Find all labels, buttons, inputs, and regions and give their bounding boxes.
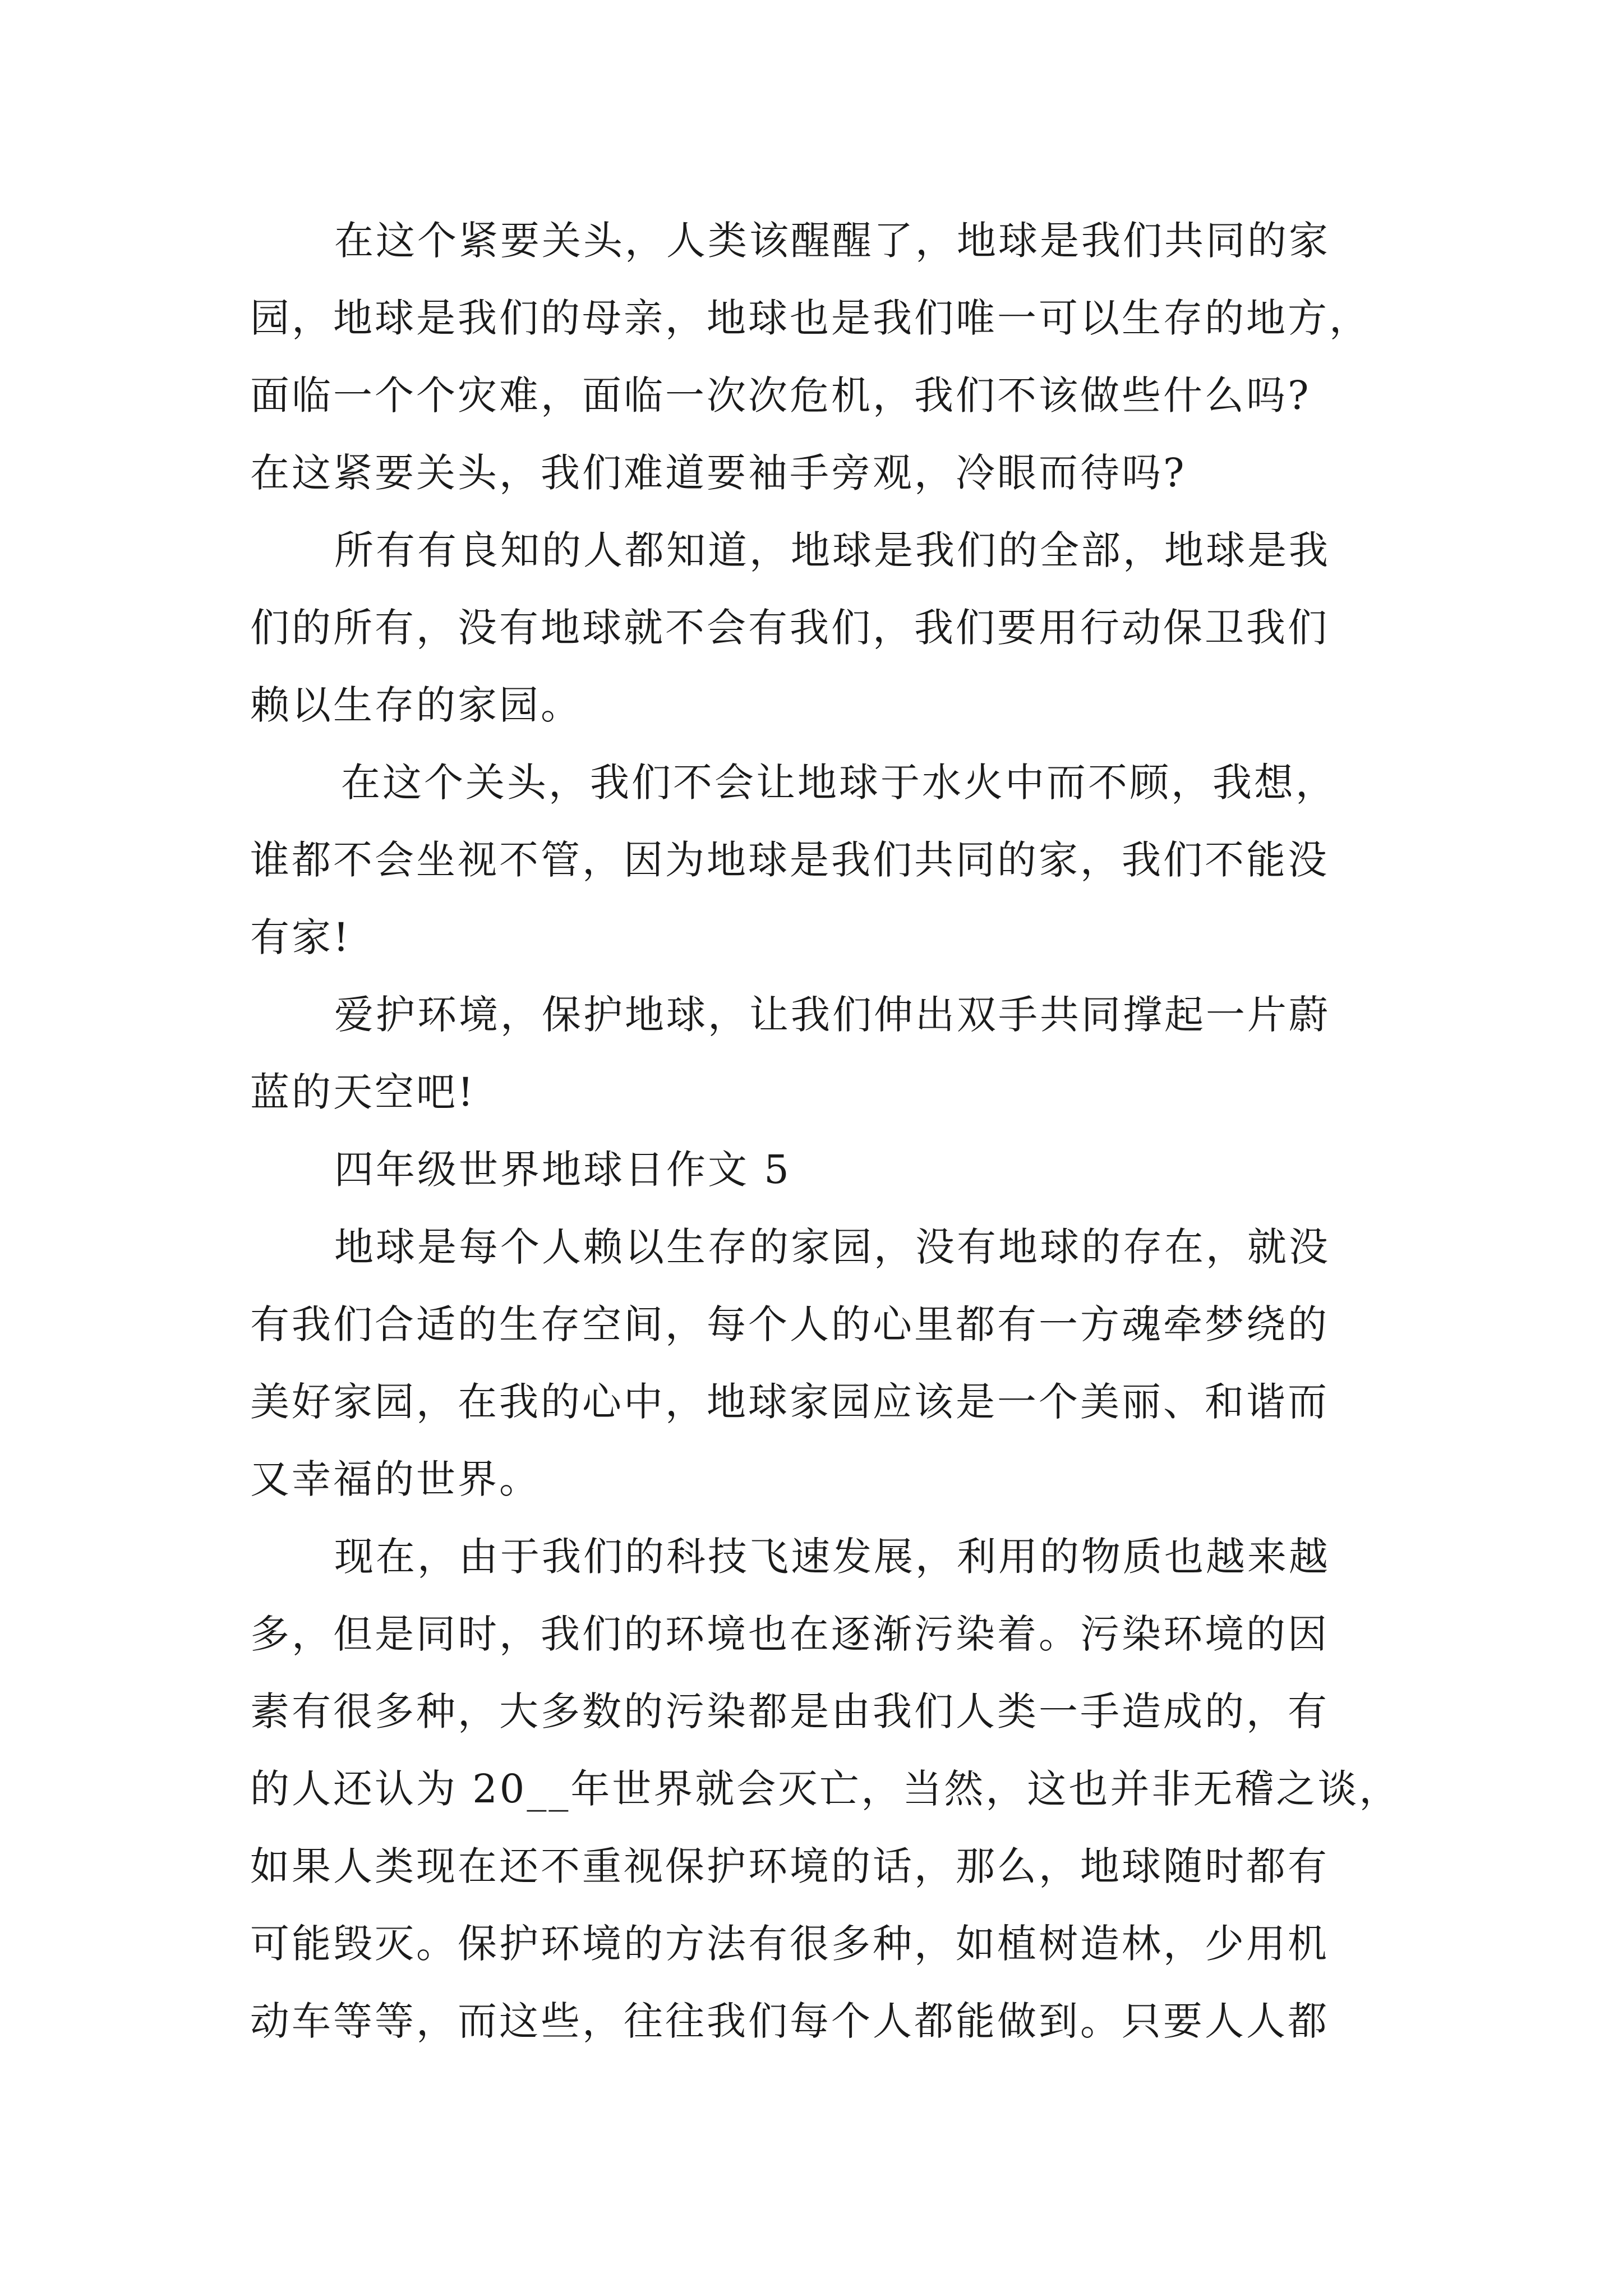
text-line: 在这紧要关头，我们难道要袖手旁观，冷眼而待吗? — [250, 450, 1187, 496]
text-line: 面临一个个灾难，面临一次次危机，我们不该做些什么吗? — [250, 372, 1311, 418]
text-line: 美好家园，在我的心中，地球家园应该是一个美丽、和谐而 — [250, 1379, 1329, 1425]
text-line: 有家! — [250, 914, 352, 960]
text-line: 素有很多种，大多数的污染都是由我们人类一手造成的，有 — [250, 1688, 1329, 1734]
text-line: 谁都不会坐视不管，因为地球是我们共同的家，我们不能没 — [250, 837, 1329, 883]
text-line: 又幸福的世界。 — [250, 1456, 541, 1502]
section-heading: 四年级世界地球日作文 5 — [334, 1147, 791, 1193]
text-line: 所有有良知的人都知道，地球是我们的全部，地球是我 — [334, 527, 1330, 573]
text-line: 的人还认为 20__年世界就会灭亡，当然，这也并非无稽之谈， — [250, 1766, 1401, 1812]
text-line: 如果人类现在还不重视保护环境的话，那么，地球随时都有 — [250, 1843, 1329, 1889]
text-line: 在这个紧要关头，人类该醒醒了，地球是我们共同的家 — [334, 218, 1330, 264]
text-line: 动车等等，而这些，往往我们每个人都能做到。只要人人都 — [250, 1998, 1329, 2044]
text-line: 有我们合适的生存空间，每个人的心里都有一方魂牵梦绕的 — [250, 1301, 1329, 1347]
text-line: 可能毁灭。保护环境的方法有很多种，如植树造林，少用机 — [250, 1921, 1329, 1967]
text-line: 多，但是同时，我们的环境也在逐渐污染着。污染环境的因 — [250, 1611, 1329, 1657]
document-body — [250, 202, 1401, 2060]
text-line: 现在，由于我们的科技飞速发展，利用的物质也越来越 — [334, 1534, 1330, 1580]
text-line: 地球是每个人赖以生存的家园，没有地球的存在，就没 — [334, 1224, 1330, 1270]
text-line: 在这个关头，我们不会让地球于水火中而不顾，我想， — [341, 760, 1337, 806]
text-line: 园，地球是我们的母亲，地球也是我们唯一可以生存的地方， — [250, 295, 1371, 341]
text-line: 赖以生存的家园。 — [250, 682, 582, 728]
text-line: 蓝的天空吧! — [250, 1069, 476, 1115]
text-line: 们的所有，没有地球就不会有我们，我们要用行动保卫我们 — [250, 605, 1329, 651]
text-line: 爱护环境，保护地球，让我们伸出双手共同撑起一片蔚 — [334, 992, 1330, 1038]
